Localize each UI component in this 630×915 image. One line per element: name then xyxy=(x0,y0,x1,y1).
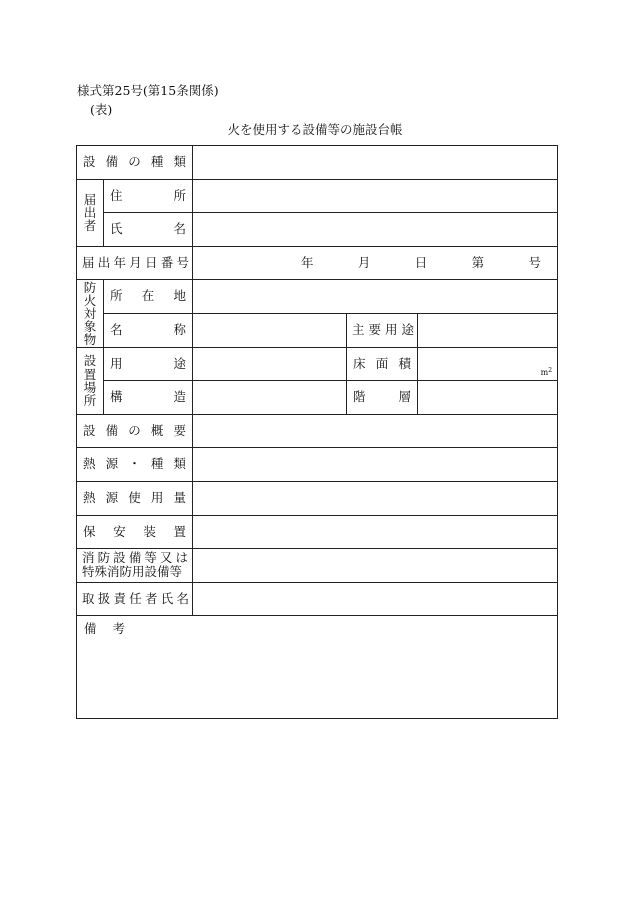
label-use: 用 途 xyxy=(104,347,193,381)
field-notification-date-number[interactable] xyxy=(193,246,558,280)
field-use[interactable] xyxy=(193,347,347,381)
field-heat-source-usage[interactable] xyxy=(193,481,558,515)
label-fire-prevention-object-group: 防 火 対 象 物 xyxy=(77,280,104,347)
field-fire-equipment[interactable] xyxy=(193,549,558,583)
square-meter-unit: $m^2$ xyxy=(540,367,553,378)
row-installation-use xyxy=(77,347,558,381)
field-address[interactable] xyxy=(193,179,558,213)
date-year-label: 年 xyxy=(301,254,314,270)
field-name[interactable] xyxy=(193,213,558,247)
row-heat-source-usage xyxy=(77,481,558,515)
row-object-name xyxy=(77,313,558,347)
row-installation-structure xyxy=(77,381,558,415)
label-equipment-overview: 設 備 の 概 要 xyxy=(77,414,193,448)
field-main-use[interactable] xyxy=(418,313,558,347)
field-floor-area[interactable] xyxy=(418,347,558,381)
label-address: 住 所 xyxy=(104,179,193,213)
row-remarks xyxy=(77,616,558,719)
label-heat-source-type: 熱 源 ・ 種 類 xyxy=(77,448,193,482)
number-prefix-label: 第 xyxy=(471,254,485,270)
row-object-location xyxy=(77,280,558,314)
row-notifier-name xyxy=(77,213,558,247)
label-name: 氏 名 xyxy=(104,213,193,247)
field-handler-name[interactable] xyxy=(193,582,558,616)
row-equipment-type xyxy=(77,146,558,180)
form-title: 火を使用する設備等の施設台帳 xyxy=(227,122,403,137)
label-fire-equipment: 消 防 設 備 等 又 は 特殊消防用設備等 xyxy=(77,549,193,583)
field-object-name[interactable] xyxy=(193,313,347,347)
row-notifier-address xyxy=(77,179,558,213)
field-structure[interactable] xyxy=(193,381,347,415)
row-notification-date-number xyxy=(77,246,558,280)
form-side-label: (表) xyxy=(90,102,113,117)
label-object-name: 名 称 xyxy=(104,313,193,347)
label-heat-source-usage: 熱 源 使 用 量 xyxy=(77,481,193,515)
label-handler-name: 取 扱 責 任 者 氏 名 xyxy=(77,582,193,616)
field-heat-source-type[interactable] xyxy=(193,448,558,482)
field-remarks[interactable] xyxy=(77,616,558,719)
row-safety-device xyxy=(77,515,558,549)
number-suffix-label: 号 xyxy=(528,254,542,270)
row-handler-name xyxy=(77,582,558,616)
field-location[interactable] xyxy=(193,280,558,314)
label-floor-area: 床 面 積 xyxy=(347,347,418,381)
form-number: 様式第25号(第15条関係) xyxy=(77,83,219,98)
label-equipment-type: 設 備 の 種 類 xyxy=(77,146,193,180)
date-month-label: 月 xyxy=(357,254,371,270)
date-day-label: 日 xyxy=(414,254,428,270)
row-fire-equipment xyxy=(77,549,558,583)
label-structure: 構 造 xyxy=(104,381,193,415)
label-floor-level: 階 層 xyxy=(347,381,418,415)
field-equipment-type[interactable] xyxy=(193,146,558,180)
label-notifier-group: 届 出 者 xyxy=(77,179,104,246)
label-notification-date-number: 届 出 年 月 日 番 号 xyxy=(77,246,193,280)
field-floor-level[interactable] xyxy=(418,381,558,415)
facility-register-table xyxy=(76,145,558,719)
label-main-use: 主 要 用 途 xyxy=(347,313,418,347)
label-location: 所 在 地 xyxy=(104,280,193,314)
field-equipment-overview[interactable] xyxy=(193,414,558,448)
row-equipment-overview xyxy=(77,414,558,448)
row-heat-source-type xyxy=(77,448,558,482)
field-safety-device[interactable] xyxy=(193,515,558,549)
label-installation-place-group: 設 置 場 所 xyxy=(77,347,104,414)
label-remarks: 備 考 xyxy=(84,621,126,637)
label-safety-device: 保 安 装 置 xyxy=(77,515,193,549)
